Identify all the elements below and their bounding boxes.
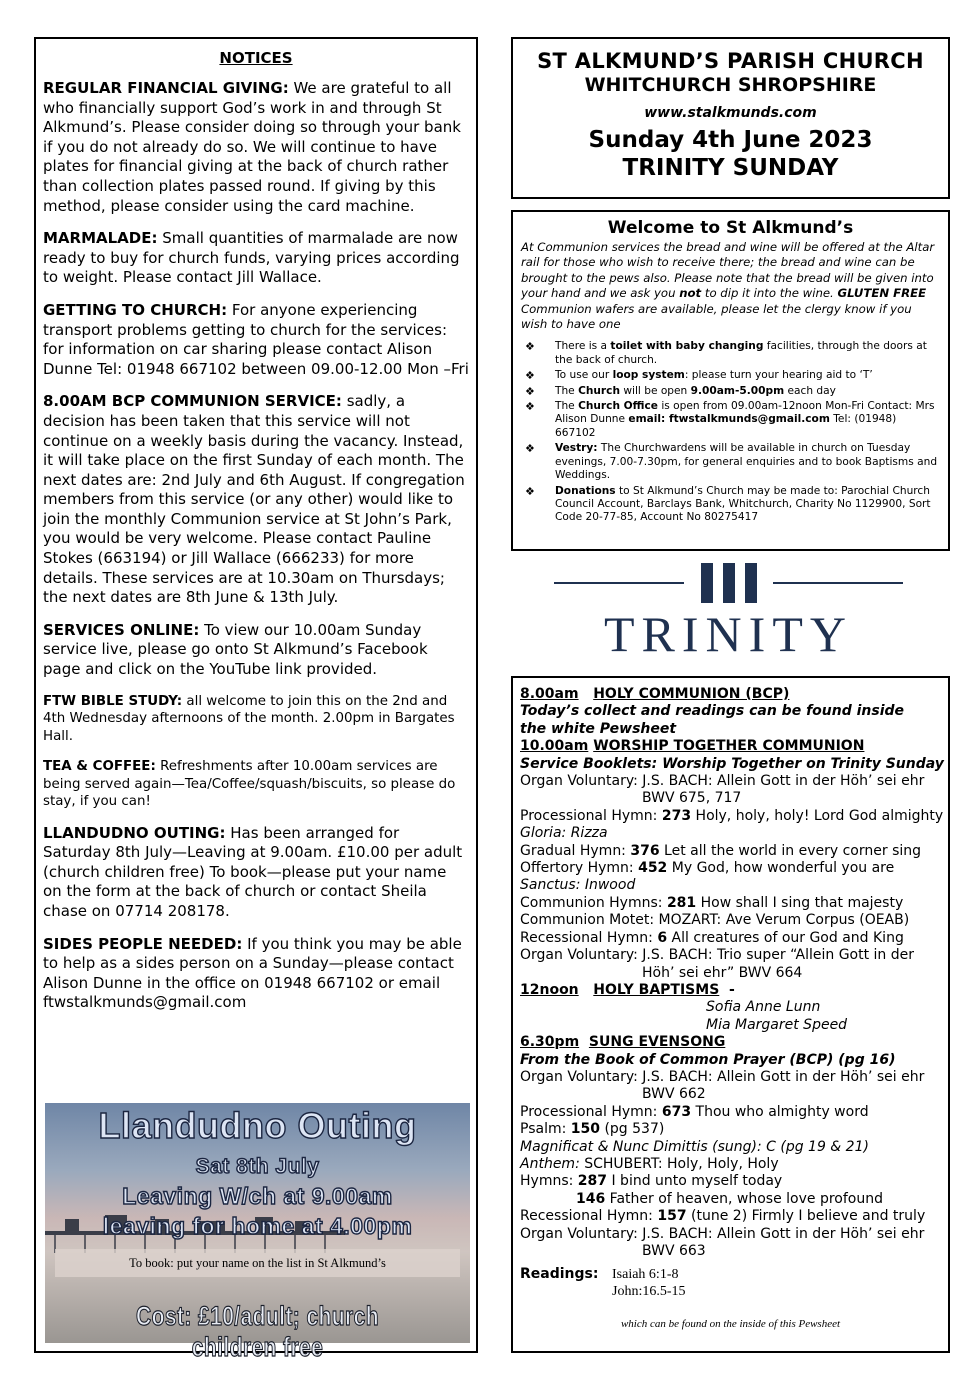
notice-item: TEA & COFFEE: Refreshments after 10.00am services are being served again—Tea/Coffee/squash/biscuits, so please do stay, if you can! bbox=[43, 759, 456, 810]
baptism-candidate: Mia Margaret Speed bbox=[706, 1016, 848, 1033]
order-line: Organ Voluntary: J.S. BACH: Allein Gott in der Höh’ sei ehr bbox=[520, 773, 925, 790]
poster-cost: Cost: £10/adult; church children free bbox=[135, 1301, 379, 1362]
welcome-intro: At Communion services the bread and wine will be offered at the Altar rail for those who wish to receive there; the bread and wine can be brought to the pews also. Please note that the bread will be given into your hand and we ask you not to dip it into the wine. GLUTEN FREE Communion wafers are available, please let the clergy know if you wish to have one bbox=[521, 240, 935, 332]
readings bbox=[520, 1266, 941, 1300]
order-line: Magnificat & Nunc Dimittis (sung): C (pg 19 & 21) bbox=[520, 1138, 869, 1155]
notice-item: GETTING TO CHURCH: For anyone experiencing transport problems getting to church for the services: for information on car sharing please contact Alison Dunne Tel: 01948 667102 between 09.00-12.00 Mon –Fri bbox=[43, 300, 469, 378]
poster-date: Sat 8th July bbox=[195, 1155, 320, 1178]
notice-item: SIDES PEOPLE NEEDED: If you think you may be able to help as a sides person on a Sunday—please contact Alison Dunne in the office on 01948 667102 or email ftwstalkmunds@gmail.com bbox=[43, 934, 462, 1012]
logo-rule-right bbox=[773, 582, 903, 584]
order-line: Gloria: Rizza bbox=[520, 825, 608, 842]
order-line: BWV 662 bbox=[642, 1086, 706, 1103]
order-line: Recessional Hymn: 6 All creatures of our God and King bbox=[520, 929, 904, 946]
order-line: Processional Hymn: 673 Thou who almighty word bbox=[520, 1103, 869, 1120]
service-sung-evensong: 6.30pm SUNG EVENSONG bbox=[520, 1034, 726, 1051]
logo-bars-icon bbox=[701, 563, 757, 603]
order-line: Recessional Hymn: 157 (tune 2) Firmly I believe and truly bbox=[520, 1208, 926, 1225]
welcome-info-item: ❖ There is a toilet with baby changing facilities, through the doors at the back of church. bbox=[525, 340, 927, 366]
service-date: Sunday 4th June 2023 bbox=[588, 127, 873, 153]
service-note: the white Pewsheet bbox=[520, 720, 677, 737]
service-note: Today’s collect and readings can be found inside bbox=[520, 703, 905, 720]
notice-item: 8.00AM BCP COMMUNION SERVICE: sadly, a decision has been taken that this service will not continue on a weekly basis during the vacancy. Instead, it will take place on the first Sunday of each month. The next dates are: 2nd July and 6th August. If congregation members from this service (or any other) would like to join the monthly Communion service at St John’s Park, you would be very welcome. Please contact Pauline Stokes (663194) or Jill Wallace (666233) for more details. These services are at 10.30am on Thursdays; the next dates are 8th June & 13th July. bbox=[43, 392, 465, 607]
notice-item: FTW BIBLE STUDY: all welcome to join this on the 2nd and 4th Wednesday afternoons of the month. 2.00pm in Bargates Hall. bbox=[43, 693, 455, 744]
logo-word: TRINITY bbox=[604, 606, 853, 662]
notice-item: REGULAR FINANCIAL GIVING: We are grateful to all who financially support God’s work in and through St Alkmund’s. Please consider doing so through your bank if you do not already do so. We will continue to have plates for financial giving at the back of church rather than collection plates passed round. If giving by this method, please consider using the card machine. bbox=[43, 79, 461, 215]
church-website[interactable]: www.stalkmunds.com bbox=[644, 105, 817, 121]
welcome-info-item: ❖ The Church will be open 9.00am-5.00pm each day bbox=[525, 384, 836, 398]
order-line: Gradual Hymn: 376 Let all the world in every corner sing bbox=[520, 842, 922, 859]
poster-leaving: Leaving W/ch at 9.00am bbox=[122, 1183, 393, 1209]
order-line: Organ Voluntary: J.S. BACH: Trio super “Allein Gott in der bbox=[520, 947, 915, 964]
order-line: Höh’ sei ehr” BWV 664 bbox=[642, 964, 803, 981]
notice-item: MARMALADE: Small quantities of marmalade are now ready to buy for church funds, varying prices according to weight. Please contact Jill Wallace. bbox=[43, 229, 460, 287]
evensong-note: From the Book of Common Prayer (BCP) (pg 16) bbox=[520, 1051, 896, 1068]
diamond-bullet-icon: ❖ bbox=[525, 340, 535, 354]
order-line: Communion Hymns: 281 How shall I sing that majesty bbox=[520, 894, 904, 911]
order-line: Anthem: SCHUBERT: Holy, Holy, Holy bbox=[520, 1155, 779, 1172]
diamond-bullet-icon: ❖ bbox=[525, 369, 535, 383]
order-line: Hymns: 287 I bind unto myself today bbox=[520, 1173, 783, 1190]
poster-booking: To book: put your name on the list in St Alkmund’s bbox=[55, 1249, 460, 1277]
logo-rule-left bbox=[554, 582, 684, 584]
service-worship-together: 10.00am WORSHIP TOGETHER COMMUNION bbox=[520, 738, 865, 755]
welcome-info-list bbox=[521, 340, 940, 524]
welcome-info-item: ❖ Donations to St Alkmund’s Church may be made to: Parochial Church Council Account, Barclays Bank, Whitchurch, Charity No 1129900, Sort Code 20-77-85, Account No 80275417 bbox=[525, 484, 931, 524]
welcome-info-item: ❖ Vestry: The Churchwardens will be available in church on Tuesday evenings, 7.00-7.30pm, for general enquiries and to book Baptisms and Weddings. bbox=[525, 442, 938, 482]
order-line: BWV 663 bbox=[642, 1243, 706, 1259]
reading-item: Isaiah 6:1-8 bbox=[612, 1267, 679, 1283]
order-line: Psalm: 150 (pg 537) bbox=[520, 1121, 665, 1138]
footnote: which can be found on the inside of this Pewsheet bbox=[620, 1318, 841, 1331]
service-occasion: TRINITY SUNDAY bbox=[622, 155, 839, 181]
service-holy-baptisms: 12noon HOLY BAPTISMS - bbox=[520, 981, 735, 998]
order-line: Offertory Hymn: 452 My God, how wonderful you are bbox=[520, 860, 895, 877]
order-line: Communion Motet: MOZART: Ave Verum Corpus (OEAB) bbox=[520, 912, 910, 929]
worship-order-list bbox=[520, 773, 944, 982]
evensong-order-list bbox=[520, 1069, 941, 1260]
notice-item: LLANDUDNO OUTING: Has been arranged for Saturday 8th July—Leaving at 9.00am. £10.00 per adult (church children free) To book—please put your name on the form at the back of church or contact Sheila chase on 07714 208178. bbox=[43, 823, 463, 920]
diamond-bullet-icon: ❖ bbox=[525, 442, 535, 456]
church-header bbox=[511, 37, 950, 199]
baptism-candidate: Sofia Anne Lunn bbox=[706, 999, 821, 1016]
order-line: Organ Voluntary: J.S. BACH: Allein Gott in der Höh’ sei ehr bbox=[520, 1068, 925, 1085]
notices-title: NOTICES bbox=[219, 49, 293, 67]
order-line: Processional Hymn: 273 Holy, holy, holy! Lord God almighty bbox=[520, 807, 944, 824]
trinity-logo bbox=[551, 563, 906, 663]
reading-item: John:16.5-15 bbox=[612, 1284, 686, 1300]
diamond-bullet-icon: ❖ bbox=[525, 400, 535, 414]
church-name: ST ALKMUND’S PARISH CHURCH bbox=[537, 49, 924, 73]
welcome-info-item: ❖ To use our loop system: please turn your hearing aid to ‘T’ bbox=[525, 369, 873, 383]
order-line: Sanctus: Inwood bbox=[520, 877, 636, 894]
llandudno-outing-poster bbox=[45, 1103, 470, 1362]
poster-title: Llandudno Outing bbox=[98, 1105, 417, 1146]
order-line: BWV 675, 717 bbox=[642, 790, 742, 807]
readings-label: Readings: bbox=[520, 1266, 599, 1283]
service-holy-communion: 8.00am HOLY COMMUNION (BCP) bbox=[520, 686, 790, 702]
order-line: 146 Father of heaven, whose love profound bbox=[576, 1190, 883, 1207]
order-line: Organ Voluntary: J.S. BACH: Allein Gott in der Höh’ sei ehr bbox=[520, 1225, 925, 1242]
church-town: WHITCHURCH SHROPSHIRE bbox=[584, 74, 877, 96]
notices-list bbox=[43, 79, 469, 1013]
services-panel bbox=[511, 676, 950, 1353]
poster-return: leaving for home at 4.00pm bbox=[102, 1213, 413, 1239]
service-booklets: Service Booklets: Worship Together on Trinity Sunday bbox=[520, 755, 944, 772]
notice-item: SERVICES ONLINE: To view our 10.00am Sunday service live, please go onto St Alkmund’s Facebook page and click on the YouTube link provided. bbox=[43, 620, 428, 679]
welcome-info-item: ❖ The Church Office is open from 09.00am-12noon Mon-Fri Contact: Mrs Alison Dunne email: ftwstalkmunds@gmail.com Tel: (01948) 667102 bbox=[525, 400, 935, 439]
diamond-bullet-icon: ❖ bbox=[525, 384, 535, 398]
welcome-panel bbox=[511, 210, 950, 551]
diamond-bullet-icon: ❖ bbox=[525, 484, 535, 498]
welcome-title: Welcome to St Alkmund’s bbox=[607, 218, 854, 238]
